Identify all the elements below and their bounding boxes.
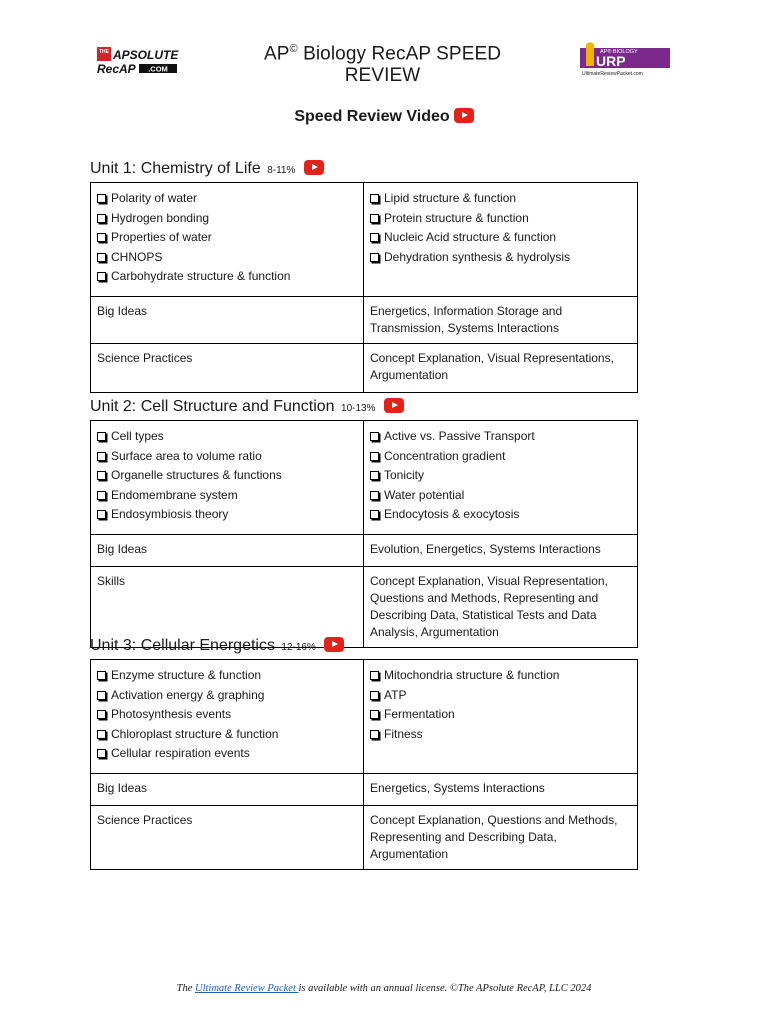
checkbox-icon[interactable] <box>370 452 379 461</box>
footer-prefix: The <box>176 983 196 994</box>
row-value: Concept Explanation, Visual Representations, Argumentation <box>364 344 638 393</box>
topic-label: Properties of water <box>111 230 212 245</box>
topics-right-cell <box>364 421 638 535</box>
speed-review-heading <box>0 108 768 126</box>
speed-review-label: Speed Review Video <box>294 108 450 125</box>
youtube-play-icon[interactable] <box>384 398 404 413</box>
page-title <box>240 43 525 87</box>
checkbox-icon[interactable] <box>97 471 106 480</box>
checkbox-icon[interactable] <box>97 491 106 500</box>
topic-label: Fitness <box>384 726 423 741</box>
topic-label: Mitochondria structure & function <box>384 668 560 682</box>
unit-3-section <box>90 635 638 870</box>
topic-label: Water potential <box>384 487 465 502</box>
unit-table <box>90 420 638 648</box>
topics-left-cell <box>91 421 364 535</box>
topic-item <box>97 248 357 268</box>
topic-item <box>370 447 631 467</box>
topic-label: Organelle structures & functions <box>111 468 282 483</box>
checkbox-icon[interactable] <box>97 510 106 519</box>
topics-row <box>91 183 638 297</box>
topic-label: Active vs. Passive Transport <box>384 429 535 443</box>
topic-label: Cellular respiration events <box>111 746 250 761</box>
checkbox-icon[interactable] <box>370 432 379 441</box>
topic-item <box>97 705 357 725</box>
topic-label: Carbohydrate structure & function <box>111 269 291 284</box>
topic-item <box>97 427 357 447</box>
topic-label: Enzyme structure & function <box>111 668 262 682</box>
topic-item <box>97 466 357 486</box>
topic-label: Chloroplast structure & function <box>111 726 279 741</box>
checkbox-icon[interactable] <box>97 214 106 223</box>
youtube-play-icon[interactable] <box>304 160 324 175</box>
title-prefix: AP <box>263 43 290 65</box>
checkbox-icon[interactable] <box>97 691 106 700</box>
topic-item <box>370 725 631 745</box>
topic-label: Hydrogen bonding <box>111 210 210 225</box>
row-value: Concept Explanation, Questions and Methods, Representing and Describing Data, Argumentation <box>364 806 638 870</box>
ultimate-review-packet-link[interactable]: Ultimate Review Packet <box>195 983 299 994</box>
checkbox-icon[interactable] <box>97 194 106 203</box>
topics-left-cell <box>91 660 364 774</box>
topic-item <box>97 267 357 287</box>
topic-item <box>97 447 357 467</box>
topic-item <box>97 209 357 229</box>
topic-label: Endocytosis & exocytosis <box>384 507 520 522</box>
logo-apsolute-text: APSOLUTE <box>113 48 179 62</box>
checkbox-icon[interactable] <box>97 452 106 461</box>
youtube-play-icon[interactable] <box>454 108 474 123</box>
apsolute-recap-logo[interactable] <box>95 45 185 75</box>
big-ideas-row <box>91 535 638 567</box>
topic-item <box>370 427 631 447</box>
unit-title <box>90 635 638 657</box>
unit-1-section <box>90 158 638 393</box>
topic-label: Dehydration synthesis & hydrolysis <box>384 249 571 264</box>
checkbox-icon[interactable] <box>370 730 379 739</box>
logo-ap-biology-text: AP® BIOLOGY <box>600 49 638 55</box>
topic-item <box>370 486 631 506</box>
topic-label: ATP <box>384 687 407 702</box>
logo-com-text: .COM <box>148 64 168 74</box>
checkbox-icon[interactable] <box>97 710 106 719</box>
topic-item <box>97 486 357 506</box>
topic-label: Protein structure & function <box>384 210 529 225</box>
checkbox-icon[interactable] <box>370 671 379 680</box>
logo-urp-text: URP <box>596 53 626 69</box>
topic-item <box>97 686 357 706</box>
topic-label: Endomembrane system <box>111 487 238 502</box>
unit-table <box>90 182 638 393</box>
topic-label: Lipid structure & function <box>384 191 517 205</box>
topic-label: Activation energy & graphing <box>111 687 265 702</box>
ultimate-review-packet-logo[interactable] <box>580 42 670 78</box>
checkbox-icon[interactable] <box>370 214 379 223</box>
checkbox-icon[interactable] <box>370 691 379 700</box>
big-ideas-row <box>91 774 638 806</box>
logo-the-text: THE <box>99 49 109 55</box>
topic-label: Photosynthesis events <box>111 707 232 722</box>
big-ideas-row <box>91 297 638 344</box>
checkbox-icon[interactable] <box>97 432 106 441</box>
topic-item <box>370 686 631 706</box>
unit-title <box>90 158 638 180</box>
unit-2-section <box>90 396 638 648</box>
unit-title-text: Unit 3: Cellular Energetics <box>90 637 275 654</box>
topic-item <box>97 505 357 525</box>
topics-row <box>91 660 638 774</box>
topic-item <box>370 705 631 725</box>
title-copyright: © <box>289 43 298 55</box>
topics-left-cell <box>91 183 364 297</box>
page-footer <box>0 983 768 994</box>
checkbox-icon[interactable] <box>370 471 379 480</box>
row-label: Big Ideas <box>91 297 364 344</box>
checkbox-icon[interactable] <box>97 233 106 242</box>
topic-item <box>370 209 631 229</box>
topic-item <box>97 666 357 686</box>
page-header <box>90 40 680 87</box>
topic-item <box>370 466 631 486</box>
checkbox-icon[interactable] <box>370 491 379 500</box>
topic-label: Endosymbiosis theory <box>111 507 229 522</box>
topic-label: CHNOPS <box>111 249 163 264</box>
topic-item <box>370 248 631 268</box>
topic-label: Tonicity <box>384 468 425 483</box>
row-label: Big Ideas <box>91 535 364 567</box>
unit-title-text: Unit 2: Cell Structure and Function <box>90 398 335 415</box>
practices-row <box>91 344 638 393</box>
unit-title <box>90 396 638 418</box>
checkbox-icon[interactable] <box>97 253 106 262</box>
unit-percent: 8-11% <box>267 165 296 176</box>
practices-row <box>91 806 638 870</box>
topics-right-cell <box>364 660 638 774</box>
row-value: Evolution, Energetics, Systems Interactions <box>364 535 638 567</box>
title-suffix: Biology RecAP SPEED REVIEW <box>297 43 502 87</box>
topic-item <box>370 666 631 686</box>
topics-row <box>91 421 638 535</box>
checkbox-icon[interactable] <box>97 272 106 281</box>
unit-table <box>90 659 638 870</box>
topics-right-cell <box>364 183 638 297</box>
row-value: Concept Explanation, Visual Representation, Questions and Methods, Representing and Describing Data, Statistical Tests and Data Analysis, Argumentation <box>364 567 638 648</box>
checkbox-icon[interactable] <box>370 510 379 519</box>
checkbox-icon[interactable] <box>370 710 379 719</box>
row-value: Energetics, Information Storage and Transmission, Systems Interactions <box>364 297 638 344</box>
topic-item <box>370 189 631 209</box>
checkbox-icon[interactable] <box>370 253 379 262</box>
topic-label: Surface area to volume ratio <box>111 448 262 463</box>
topic-item <box>370 505 631 525</box>
youtube-play-icon[interactable] <box>324 637 344 652</box>
row-label: Science Practices <box>91 344 364 393</box>
row-value: Energetics, Systems Interactions <box>364 774 638 806</box>
topic-label: Fermentation <box>384 707 455 722</box>
topic-label: Nucleic Acid structure & function <box>384 230 557 245</box>
row-label: Skills <box>91 567 364 648</box>
topic-item <box>97 228 357 248</box>
topic-label: Cell types <box>111 429 164 443</box>
checkbox-icon[interactable] <box>370 233 379 242</box>
checkbox-icon[interactable] <box>97 749 106 758</box>
row-label: Big Ideas <box>91 774 364 806</box>
topic-item <box>97 189 357 209</box>
topic-item <box>370 228 631 248</box>
topic-label: Concentration gradient <box>384 448 506 463</box>
unit-title-text: Unit 1: Chemistry of Life <box>90 160 261 177</box>
checkbox-icon[interactable] <box>370 194 379 203</box>
checkbox-icon[interactable] <box>97 671 106 680</box>
topic-item <box>97 725 357 745</box>
checkbox-icon[interactable] <box>97 730 106 739</box>
logo-url-text: UltimateReviewPacket.com <box>582 71 643 77</box>
logo-recap-text: RecAP <box>97 62 136 75</box>
unit-percent: 12-16% <box>281 642 316 653</box>
row-label: Science Practices <box>91 806 364 870</box>
topic-label: Polarity of water <box>111 191 198 205</box>
unit-percent: 10-13% <box>341 403 376 414</box>
topic-item <box>97 744 357 764</box>
footer-suffix: is available with an annual license. ©The APsolute RecAP, LLC 2024 <box>298 983 592 994</box>
